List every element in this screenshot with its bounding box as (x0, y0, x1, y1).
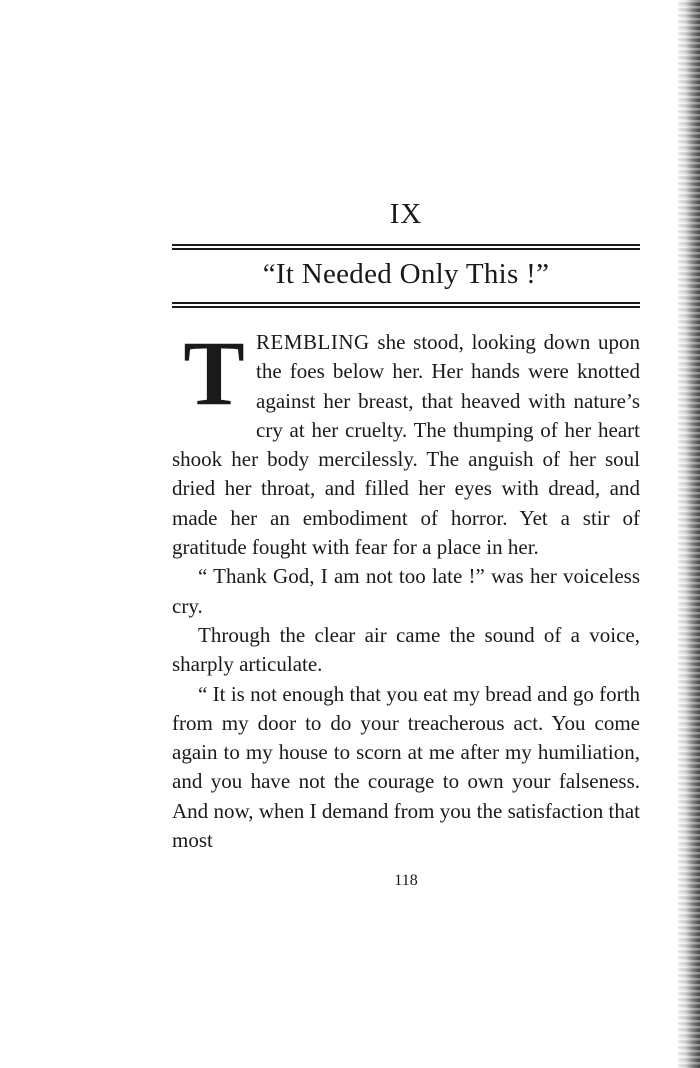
chapter-body (172, 322, 640, 855)
paragraph-2: “ Thank God, I am not too late !” was her voiceless cry. (172, 564, 640, 618)
paragraph-4: “ It is not enough that you eat my bread and go forth from my door to do your treacherous act. You come again to my house to scorn at me after my humiliation, and you have not the courage to own your falseness. And now, when I demand from you the satisfaction that most (172, 681, 640, 853)
title-rule-bottom (172, 302, 640, 308)
paragraph-3: Through the clear air came the sound of a voice, sharply articulate. (172, 622, 640, 677)
drop-cap: T (183, 322, 245, 424)
chapter-title: “It Needed Only This !” (262, 258, 550, 290)
title-rule-top (172, 244, 640, 250)
opening-word: REMBLING (256, 330, 370, 354)
paragraph-1-text: she stood, looking down upon the foes below her. Her hands were knotted against her breast, that heaved with nature’s cry at her cruelty. The thumping of her heart shook her body mercilessly. The anguish of her soul dried her throat, and filled her eyes with dread, and made her an embodiment of horror. Yet a stir of gratitude fought with fear for a place in her. (172, 330, 640, 560)
page-number: 118 (394, 872, 418, 889)
chapter-number: IX (389, 198, 423, 230)
paragraph-1 (172, 322, 640, 562)
page-edge-shadow (678, 0, 700, 1068)
